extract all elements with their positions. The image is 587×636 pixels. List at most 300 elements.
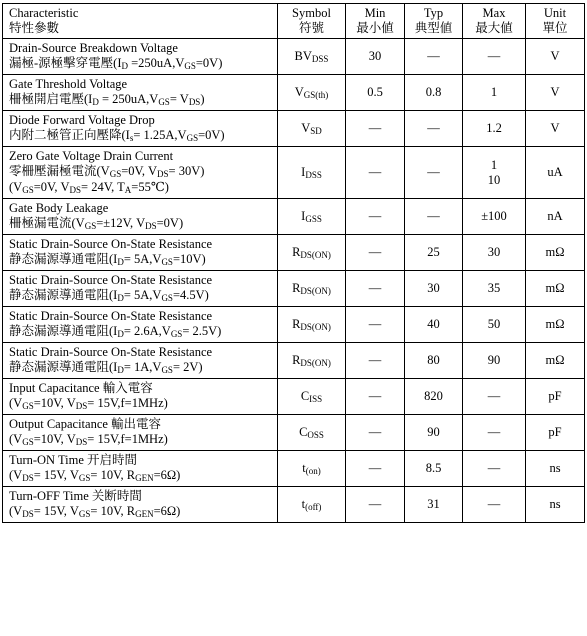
- cell-value: 10: [487, 172, 501, 187]
- subscript-text: DSS: [311, 53, 329, 64]
- subscript-text: D: [117, 293, 124, 303]
- unit-cell: [526, 39, 585, 75]
- subscript-text: DS: [145, 221, 157, 231]
- cell-value: —: [487, 49, 501, 63]
- text-segment: =0V, V: [33, 180, 70, 194]
- max-cell: [463, 147, 526, 199]
- typ-cell: [405, 235, 463, 271]
- cell-value: 1.2: [486, 121, 502, 135]
- text-segment: =4.5V): [172, 288, 209, 302]
- cell-value: 31: [427, 497, 440, 511]
- cell-value: —: [368, 461, 382, 475]
- cell-value: 35: [487, 281, 501, 295]
- characteristic-line: [9, 252, 271, 268]
- text-segment: 漏極-源極擊穿電壓(I: [9, 56, 122, 70]
- header-typ: [405, 4, 463, 39]
- characteristic-cell: [3, 379, 278, 415]
- subscript-text: DS(ON): [300, 249, 331, 260]
- cell-value: —: [487, 425, 501, 439]
- text-segment: Gate Body Leakage: [9, 201, 109, 215]
- text-segment: 静态漏源導通電阻(I: [9, 360, 118, 374]
- characteristic-line: [9, 77, 271, 92]
- table-row: [3, 379, 585, 415]
- subscript-text: D: [117, 257, 124, 267]
- text-segment: = 5A,V: [123, 288, 162, 302]
- cell-value: pF: [548, 425, 562, 439]
- characteristic-line: [9, 41, 271, 56]
- characteristic-line: [284, 461, 339, 477]
- text-segment: =10V, V: [33, 396, 76, 410]
- header-row: [3, 4, 585, 39]
- cell-value: —: [427, 209, 440, 223]
- text-segment: C: [300, 388, 310, 403]
- cell-value: 1: [490, 157, 498, 172]
- subscript-text: DSS: [305, 169, 322, 180]
- characteristic-line: [9, 273, 271, 288]
- cell-value: ns: [549, 461, 561, 475]
- characteristic-line: [9, 504, 271, 520]
- characteristic-line: [9, 432, 271, 448]
- subscript-text: GS: [158, 97, 170, 107]
- characteristic-line: [9, 180, 271, 196]
- text-segment: =0V): [156, 216, 184, 230]
- header-label-en: Min: [364, 6, 386, 20]
- header-symbol: [278, 4, 346, 39]
- text-segment: = 15V,f=1MHz): [87, 432, 168, 446]
- characteristic-line: [9, 417, 271, 432]
- symbol-cell: [278, 199, 346, 235]
- characteristic-cell: [3, 487, 278, 523]
- text-segment: I: [301, 208, 306, 223]
- text-segment: =6Ω): [153, 468, 181, 482]
- text-segment: BV: [294, 48, 312, 63]
- subscript-text: DS: [75, 437, 88, 447]
- text-segment: = 2.5V): [182, 324, 222, 338]
- cell-value: —: [368, 281, 382, 295]
- table-row: [3, 307, 585, 343]
- min-cell: [346, 199, 405, 235]
- text-segment: R: [292, 352, 301, 367]
- table-row: [3, 111, 585, 147]
- max-cell: [463, 39, 526, 75]
- subscript-text: GS: [161, 257, 173, 267]
- text-segment: 静态漏源導通電阻(I: [9, 288, 118, 302]
- typ-cell: [405, 75, 463, 111]
- text-segment: 静态漏源導通電阻(I: [9, 324, 118, 338]
- subscript-text: DS: [157, 169, 169, 179]
- cell-value: —: [427, 49, 440, 63]
- subscript-text: DS: [188, 97, 201, 107]
- subscript-text: GS: [22, 437, 34, 447]
- characteristic-line: [9, 360, 271, 376]
- characteristic-cell: [3, 111, 278, 147]
- subscript-text: D: [117, 329, 124, 339]
- typ-cell: [405, 271, 463, 307]
- text-segment: Turn-ON Time 开启時間: [9, 453, 138, 467]
- text-segment: Static Drain-Source On-State Resistance: [9, 345, 213, 359]
- text-segment: = 30V): [168, 164, 205, 178]
- header-label-zh: 單位: [542, 21, 568, 35]
- cell-value: mΩ: [545, 245, 565, 259]
- characteristic-line: [284, 389, 339, 405]
- min-cell: [346, 271, 405, 307]
- symbol-cell: [278, 415, 346, 451]
- text-segment: (V: [9, 504, 23, 518]
- header-label-en: Max: [482, 6, 506, 20]
- cell-value: 30: [368, 49, 382, 63]
- text-segment: (V: [9, 432, 23, 446]
- typ-cell: [405, 111, 463, 147]
- subscript-text: DS(ON): [300, 321, 331, 332]
- unit-cell: [526, 199, 585, 235]
- characteristic-line: [9, 201, 271, 216]
- text-segment: =250uA,V: [128, 56, 185, 70]
- characteristic-line: [284, 281, 339, 297]
- subscript-text: SD: [310, 125, 322, 136]
- table-row: [3, 415, 585, 451]
- unit-cell: [526, 271, 585, 307]
- header-label-en: Characteristic: [9, 6, 79, 20]
- cell-value: nA: [547, 209, 563, 223]
- subscript-text: GS: [161, 365, 173, 375]
- cell-value: —: [487, 497, 501, 511]
- subscript-text: GEN: [135, 509, 154, 519]
- text-segment: = 10V, R: [90, 468, 136, 482]
- symbol-cell: [278, 271, 346, 307]
- characteristic-cell: [3, 235, 278, 271]
- unit-cell: [526, 451, 585, 487]
- max-cell: [463, 379, 526, 415]
- text-segment: = 15V, V: [33, 504, 79, 518]
- text-segment: 零柵壓漏極電流(V: [9, 164, 110, 178]
- subscript-text: A: [124, 185, 132, 195]
- text-segment: 柵極漏電流(V: [9, 216, 85, 230]
- typ-cell: [405, 343, 463, 379]
- characteristic-line: [9, 468, 271, 484]
- typ-cell: [405, 487, 463, 523]
- cell-value: —: [368, 121, 382, 135]
- cell-value: 8.5: [425, 461, 442, 475]
- subscript-text: GS: [78, 509, 91, 519]
- min-cell: [346, 307, 405, 343]
- table-row: [3, 487, 585, 523]
- subscript-text: (off): [305, 501, 322, 512]
- cell-value: 90: [427, 425, 440, 439]
- subscript-text: D: [121, 61, 128, 71]
- header-label-en: Typ: [423, 6, 444, 20]
- symbol-cell: [278, 487, 346, 523]
- text-segment: 内附二極管正向壓降(I: [9, 128, 130, 142]
- text-segment: =0V): [195, 56, 223, 70]
- subscript-text: DS: [22, 509, 34, 519]
- header-characteristic: [3, 4, 278, 39]
- table-row: [3, 235, 585, 271]
- text-segment: t: [302, 460, 306, 475]
- subscript-text: DS: [75, 401, 88, 411]
- min-cell: [346, 487, 405, 523]
- max-cell: [463, 451, 526, 487]
- subscript-text: D: [117, 365, 124, 375]
- characteristic-line: [284, 121, 339, 137]
- header-label-en: Symbol: [292, 6, 331, 20]
- characteristic-line: [9, 345, 271, 360]
- cell-value: —: [368, 317, 382, 331]
- cell-value: uA: [547, 165, 563, 179]
- unit-cell: [526, 307, 585, 343]
- max-cell: [463, 235, 526, 271]
- characteristic-line: [284, 425, 339, 441]
- max-cell: [463, 307, 526, 343]
- characteristic-line: [9, 113, 271, 128]
- typ-cell: [405, 39, 463, 75]
- min-cell: [346, 147, 405, 199]
- text-segment: = 2.6A,V: [123, 324, 171, 338]
- cell-value: 80: [427, 353, 440, 367]
- symbol-cell: [278, 39, 346, 75]
- subscript-text: GS: [84, 221, 97, 231]
- cell-value: 90: [487, 353, 501, 367]
- text-segment: = 24V, T: [81, 180, 125, 194]
- max-cell: [463, 487, 526, 523]
- text-segment: = 15V,f=1MHz): [87, 396, 168, 410]
- subscript-text: GS: [109, 169, 122, 179]
- characteristic-cell: [3, 451, 278, 487]
- unit-cell: [526, 379, 585, 415]
- cell-value: 40: [427, 317, 440, 331]
- min-cell: [346, 343, 405, 379]
- text-segment: =10V): [172, 252, 206, 266]
- text-segment: C: [299, 424, 308, 439]
- characteristic-cell: [3, 39, 278, 75]
- max-cell: [463, 271, 526, 307]
- text-segment: (V: [9, 180, 23, 194]
- text-segment: =0V, V: [121, 164, 157, 178]
- characteristic-cell: [3, 307, 278, 343]
- text-segment: V: [301, 120, 311, 135]
- unit-cell: [526, 487, 585, 523]
- typ-cell: [405, 199, 463, 235]
- characteristic-line: [9, 396, 271, 412]
- cell-value: —: [487, 389, 501, 403]
- characteristic-line: [9, 56, 271, 72]
- table-row: [3, 451, 585, 487]
- cell-value: mΩ: [545, 281, 565, 295]
- cell-value: ns: [549, 497, 561, 511]
- text-segment: Static Drain-Source On-State Resistance: [9, 237, 213, 251]
- text-segment: = 15V, V: [33, 468, 79, 482]
- max-cell: [463, 111, 526, 147]
- cell-value: 25: [427, 245, 440, 259]
- header-unit: [526, 4, 585, 39]
- text-segment: = 5A,V: [123, 252, 162, 266]
- text-segment: Gate Threshold Voltage: [9, 77, 128, 91]
- typ-cell: [405, 415, 463, 451]
- characteristic-line: [9, 381, 271, 396]
- cell-value: V: [550, 85, 560, 99]
- unit-cell: [526, 235, 585, 271]
- cell-value: 50: [487, 317, 501, 331]
- text-segment: = 250uA,V: [98, 92, 159, 106]
- characteristic-line: [9, 216, 271, 232]
- cell-value: 1: [490, 85, 498, 99]
- characteristic-line: [284, 85, 339, 101]
- subscript-text: GS: [22, 185, 34, 195]
- unit-cell: [526, 415, 585, 451]
- symbol-cell: [278, 235, 346, 271]
- header-label-zh: 最大値: [475, 21, 513, 35]
- characteristic-cell: [3, 147, 278, 199]
- text-segment: Input Capacitance 輸入電容: [9, 381, 153, 395]
- cell-value: 0.5: [367, 85, 383, 99]
- text-segment: Static Drain-Source On-State Resistance: [9, 273, 213, 287]
- header-label-zh: 符號: [298, 21, 324, 35]
- cell-value: mΩ: [545, 353, 565, 367]
- min-cell: [346, 451, 405, 487]
- text-segment: =55℃): [131, 180, 169, 194]
- symbol-cell: [278, 307, 346, 343]
- table-row: [3, 39, 585, 75]
- text-segment: R: [292, 244, 301, 259]
- subscript-text: GS(th): [303, 89, 329, 100]
- max-cell: [463, 75, 526, 111]
- cell-value: pF: [548, 389, 562, 403]
- text-segment: Output Capacitance 輸出電容: [9, 417, 162, 431]
- unit-cell: [526, 111, 585, 147]
- header-label-zh: 典型値: [414, 21, 453, 35]
- text-segment: =10V, V: [33, 432, 76, 446]
- characteristic-cell: [3, 343, 278, 379]
- header-label-zh: 特性參數: [9, 21, 60, 35]
- characteristic-line: [9, 237, 271, 252]
- subscript-text: GEN: [135, 473, 154, 483]
- characteristic-line: [284, 317, 339, 333]
- text-segment: Diode Forward Voltage Drop: [9, 113, 155, 127]
- subscript-text: ISS: [309, 393, 323, 404]
- text-segment: V: [294, 84, 304, 99]
- characteristic-line: [9, 324, 271, 340]
- text-segment: = V: [169, 92, 189, 106]
- text-segment: R: [292, 316, 301, 331]
- characteristic-line: [284, 497, 339, 513]
- unit-cell: [526, 343, 585, 379]
- header-label-zh: 最小値: [356, 21, 394, 35]
- characteristic-line: [9, 453, 271, 468]
- subscript-text: DS: [69, 185, 82, 195]
- characteristic-line: [284, 209, 339, 225]
- typ-cell: [405, 379, 463, 415]
- min-cell: [346, 235, 405, 271]
- cell-value: —: [368, 425, 382, 439]
- cell-value: —: [368, 389, 382, 403]
- symbol-cell: [278, 111, 346, 147]
- subscript-text: GSS: [305, 213, 322, 224]
- min-cell: [346, 415, 405, 451]
- cell-value: 0.8: [425, 85, 442, 99]
- subscript-text: (on): [305, 465, 321, 476]
- characteristic-line: [9, 288, 271, 304]
- text-segment: 静态漏源導通電阻(I: [9, 252, 118, 266]
- subscript-text: GS: [170, 329, 183, 339]
- min-cell: [346, 75, 405, 111]
- characteristic-line: [284, 165, 339, 181]
- subscript-text: GS: [184, 61, 196, 71]
- cell-value: —: [427, 121, 440, 135]
- spec-table-body: [3, 39, 585, 523]
- cell-value: 30: [427, 281, 440, 295]
- cell-value: 820: [424, 389, 443, 403]
- cell-value: 30: [487, 245, 501, 259]
- min-cell: [346, 39, 405, 75]
- spec-table: [2, 3, 585, 523]
- characteristic-line: [9, 128, 271, 144]
- symbol-cell: [278, 451, 346, 487]
- text-segment: t: [301, 496, 306, 511]
- subscript-text: GS: [186, 133, 199, 143]
- cell-value: —: [368, 245, 382, 259]
- characteristic-line: [284, 49, 339, 65]
- header-min: [346, 4, 405, 39]
- symbol-cell: [278, 379, 346, 415]
- symbol-cell: [278, 343, 346, 379]
- characteristic-cell: [3, 415, 278, 451]
- cell-value: —: [368, 353, 382, 367]
- characteristic-line: [9, 92, 271, 108]
- table-row: [3, 199, 585, 235]
- characteristic-line: [9, 164, 271, 180]
- characteristic-cell: [3, 199, 278, 235]
- text-segment: Static Drain-Source On-State Resistance: [9, 309, 213, 323]
- text-segment: Zero Gate Voltage Drain Current: [9, 149, 174, 163]
- min-cell: [346, 379, 405, 415]
- cell-value: —: [368, 497, 382, 511]
- typ-cell: [405, 147, 463, 199]
- text-segment: (V: [9, 468, 23, 482]
- text-segment: =±12V, V: [96, 216, 146, 230]
- text-segment: I: [301, 164, 306, 179]
- cell-value: V: [550, 121, 560, 135]
- unit-cell: [526, 75, 585, 111]
- max-cell: [463, 199, 526, 235]
- characteristic-cell: [3, 75, 278, 111]
- subscript-text: DS(ON): [300, 285, 331, 296]
- text-segment: = 10V, R: [90, 504, 136, 518]
- max-cell: [463, 415, 526, 451]
- table-row: [3, 343, 585, 379]
- text-segment: =6Ω): [153, 504, 181, 518]
- text-segment: = 2V): [172, 360, 203, 374]
- cell-value: —: [487, 461, 501, 475]
- table-row: [3, 75, 585, 111]
- characteristic-cell: [3, 271, 278, 307]
- characteristic-line: [284, 353, 339, 369]
- cell-value: —: [427, 165, 440, 179]
- text-segment: 柵極開启電壓(I: [9, 92, 93, 106]
- cell-value: —: [368, 209, 382, 223]
- table-row: [3, 147, 585, 199]
- typ-cell: [405, 307, 463, 343]
- characteristic-line: [284, 245, 339, 261]
- subscript-text: DS: [22, 473, 34, 483]
- text-segment: R: [292, 280, 301, 295]
- min-cell: [346, 111, 405, 147]
- cell-value: —: [368, 165, 382, 179]
- subscript-text: DS(ON): [300, 357, 331, 368]
- subscript-text: GS: [78, 473, 91, 483]
- unit-cell: [526, 147, 585, 199]
- subscript-text: s: [129, 133, 134, 143]
- characteristic-line: [9, 309, 271, 324]
- subscript-text: GS: [22, 401, 34, 411]
